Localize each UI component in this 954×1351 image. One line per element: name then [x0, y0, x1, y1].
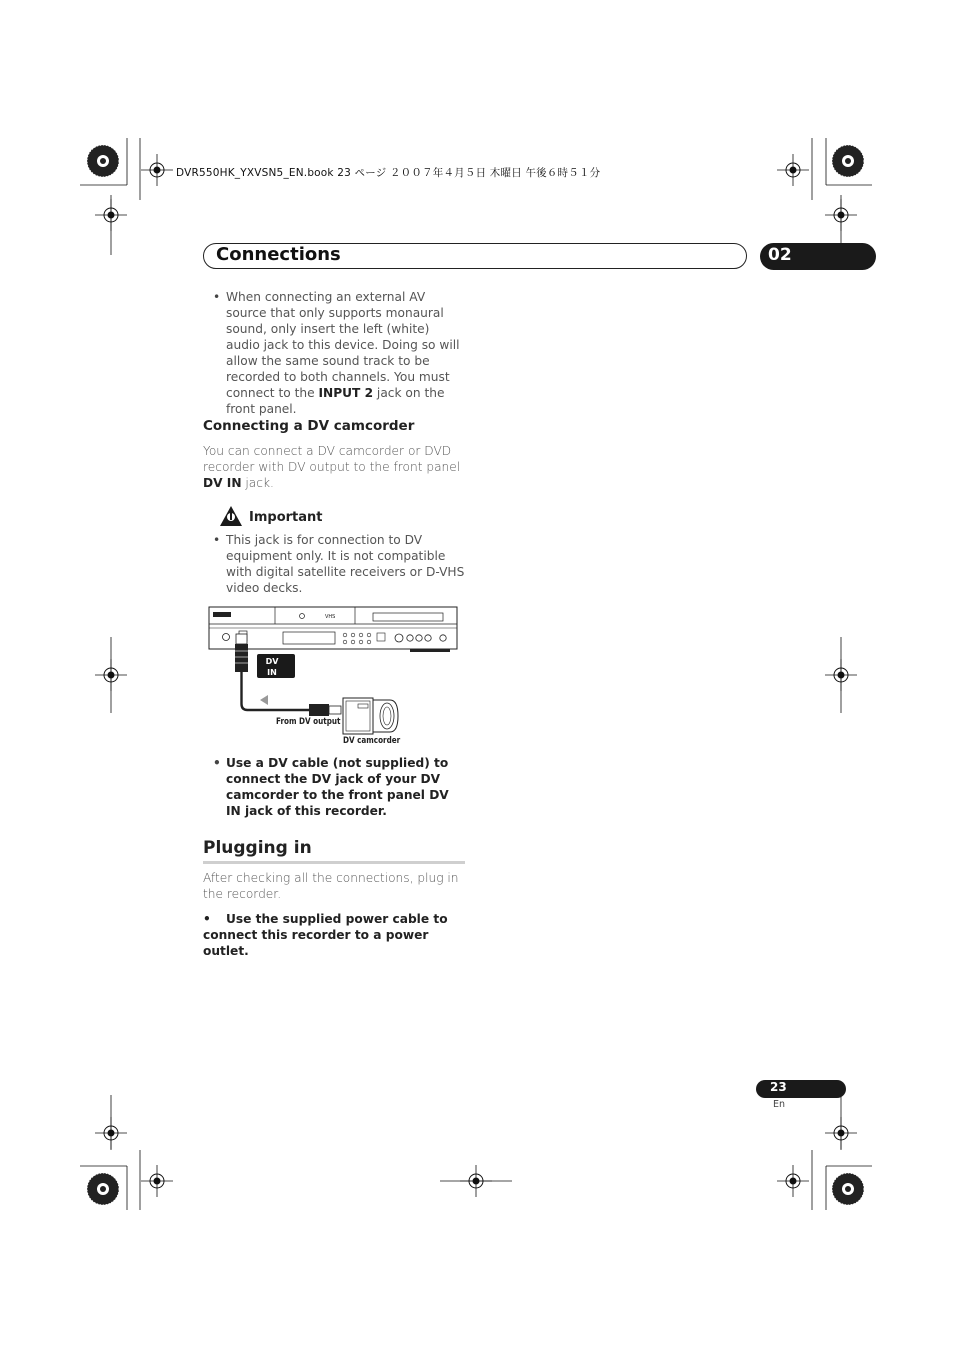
- intro-bullet-text-after: jack on the front panel.: [226, 386, 445, 416]
- dv-connection-diagram: [205, 604, 465, 754]
- dv-paragraph: [203, 443, 461, 491]
- intro-bullet: [213, 289, 466, 417]
- bullet-dot-icon: •: [213, 533, 221, 547]
- bullet-dot-icon: •: [203, 912, 211, 926]
- dv-in-label-line2: IN: [267, 668, 277, 677]
- dv-section-heading: Connecting a DV camcorder: [203, 418, 415, 434]
- print-header: DVR550HK_YXVSN5_EN.book 23 ページ ２００７年４月５日 木曜日 午後６時５１分: [176, 167, 601, 179]
- from-dv-output-label: From DV output: [276, 717, 341, 727]
- important-label: Important: [249, 510, 323, 525]
- registration-burst-icon: [87, 145, 119, 177]
- dv-in-label-line1: DV: [265, 657, 279, 666]
- plugging-in-paragraph: After checking all the connections, plug in the recorder.: [203, 871, 459, 901]
- plugging-in-heading: Plugging in: [203, 838, 312, 858]
- page-number: 23: [770, 1080, 787, 1094]
- intro-bullet-text: When connecting an external AV source that only supports monaural sound, only insert the left (white) audio jack to this device. Doing so will allow the same sound track to be recorded to both channels. You must connect to the: [226, 290, 460, 400]
- plugging-in-instruction-text: Use the supplied power cable to connect this recorder to a power outlet.: [203, 912, 448, 958]
- dv-instruction-text: Use a DV cable (not supplied) to connect the DV jack of your DV camcorder to the front panel DV IN jack of this recorder.: [226, 756, 449, 818]
- chapter-number: 02: [768, 245, 792, 265]
- camcorder-icon: [343, 698, 398, 734]
- dv-paragraph-text: You can connect a DV camcorder or DVD recorder with DV output to the front panel: [203, 444, 461, 474]
- bullet-dot-icon: •: [213, 756, 221, 770]
- important-bullet: [213, 532, 466, 596]
- dv-camcorder-label: DV camcorder: [343, 736, 401, 746]
- section-rule: [203, 861, 465, 864]
- input2-label: INPUT 2: [318, 386, 374, 400]
- dv-instruction-bullet: [213, 755, 461, 819]
- page-language: En: [773, 1099, 786, 1110]
- bullet-dot-icon: •: [213, 290, 221, 304]
- important-bullet-text: This jack is for connection to DV equipment only. It is not compatible with digital satellite receivers or D-VHS video decks.: [226, 533, 465, 595]
- plugging-in-instruction: [203, 911, 465, 959]
- svg-text:VHS: VHS: [325, 614, 336, 620]
- dv-in-label: DV IN: [203, 476, 242, 490]
- dv-paragraph-end: jack.: [241, 476, 274, 490]
- page-title: Connections: [216, 244, 341, 265]
- warning-icon: [219, 505, 243, 527]
